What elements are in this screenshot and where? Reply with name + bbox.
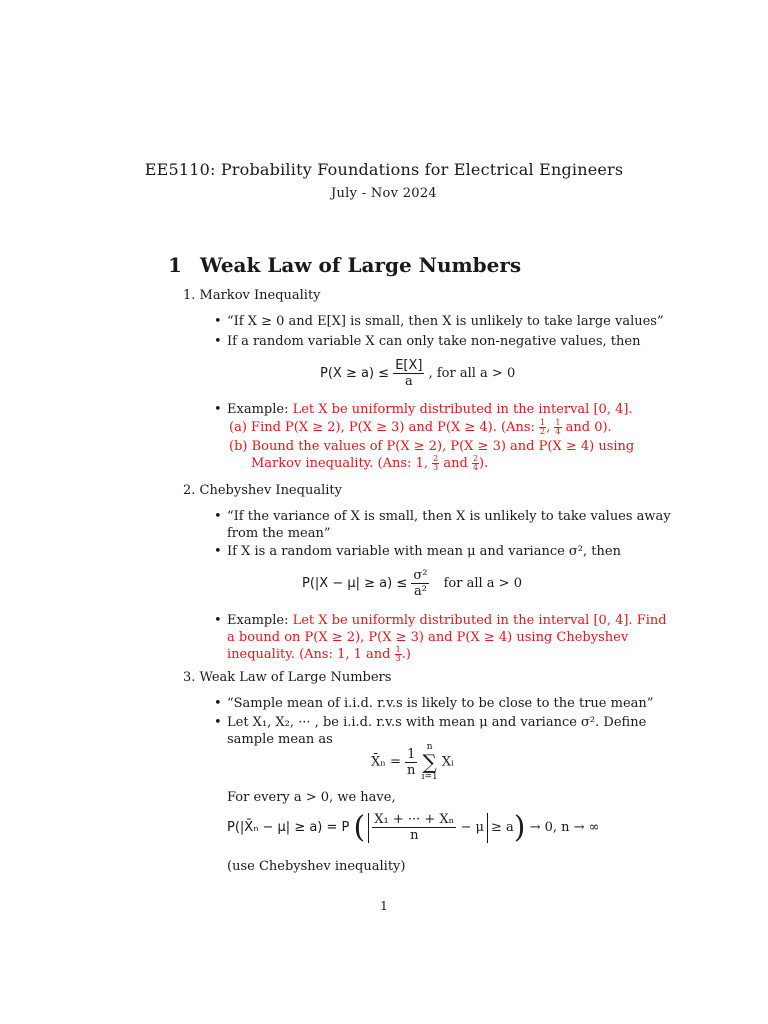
- markov-formula: [320, 358, 515, 389]
- sample-mean-frac-numerator: 1: [405, 747, 417, 763]
- course-title: EE5110: Probability Foundations for Electrical Engineers: [144, 160, 624, 179]
- part-a-text: Find P(X ≥ 2), P(X ≥ 3) and P(X ≥ 4). (Ans:: [251, 420, 535, 435]
- wlln-limit-rhs: → 0, n → ∞: [529, 820, 600, 835]
- part-b-end: ).: [479, 456, 489, 471]
- part-a-label: (a): [229, 420, 247, 435]
- chebyshev-formula-numerator: σ²: [413, 568, 428, 583]
- wlln-limit-formula: [227, 809, 600, 845]
- sample-mean-formula: [371, 742, 454, 782]
- part-a-fraction-2: $\frac{1}{4}$: [555, 418, 561, 436]
- chebyshev-formula-fraction: [411, 568, 429, 599]
- example-prefix: Example:: [227, 402, 289, 417]
- part-a-end: and 0).: [565, 420, 612, 435]
- part-a-fraction-1: $\frac{1}{2}$: [540, 418, 546, 436]
- wlln-limit-numerator: X₁ + ··· + Xₙ: [374, 812, 455, 827]
- wlln-bullet-2-line-1: Let X₁, X₂, ··· , be i.i.d. r.v.s with mean μ and variance σ². Define: [227, 715, 647, 730]
- markov-part-b-line-1: [229, 438, 634, 455]
- wlln-bullet-1: “Sample mean of i.i.d. r.v.s is likely to be close to the true mean”: [227, 696, 654, 711]
- markov-part-b-line-2: [251, 455, 488, 472]
- markov-formula-numerator: E[X]: [395, 358, 423, 373]
- part-b-mid: and: [443, 456, 468, 471]
- wlln-bullet-2-line-2: sample mean as: [227, 732, 333, 747]
- left-paren: (: [353, 809, 366, 845]
- chebyshev-formula: [302, 568, 522, 599]
- part-b-text-1: Bound the values of P(X ≥ 2), P(X ≥ 3) and P(X ≥ 4) using: [251, 439, 635, 454]
- chebyshev-example-text-1: Let X be uniformly distributed in the interval [0, 4]. Find: [292, 613, 667, 628]
- right-paren: ): [513, 809, 526, 845]
- bullet-icon: •: [214, 402, 222, 417]
- example-prefix: Example:: [227, 613, 289, 628]
- chebyshev-formula-rhs: for all a > 0: [443, 576, 522, 591]
- course-term: July - Nov 2024: [330, 186, 437, 201]
- part-b-fraction-1: $\frac{2}{3}$: [433, 454, 439, 472]
- part-b-fraction-2: $\frac{2}{4}$: [472, 454, 479, 472]
- markov-formula-lhs: P(X ≥ a) ≤: [320, 366, 390, 381]
- bullet-icon: •: [214, 715, 222, 730]
- summation-symbol: n ∑ i=1: [421, 742, 438, 782]
- wlln-limit-denominator: n: [410, 828, 419, 843]
- wlln-limit-lhs: P(|X̄ₙ − μ| ≥ a) = P: [227, 820, 350, 835]
- sample-mean-rhs: Xᵢ: [441, 754, 454, 770]
- wlln-limit-mid: − μ: [460, 820, 484, 835]
- markov-example: [227, 401, 633, 418]
- chebyshev-formula-lhs: P(|X − μ| ≥ a) ≤: [302, 576, 408, 591]
- part-b-text-2: Markov inequality. (Ans: 1,: [251, 456, 428, 471]
- markov-formula-rhs: , for all a > 0: [428, 366, 516, 381]
- bullet-icon: •: [214, 314, 222, 329]
- bullet-icon: •: [214, 544, 222, 559]
- chebyshev-bullet-2: If X is a random variable with mean μ and variance σ², then: [227, 544, 621, 559]
- markov-part-a: (a) Find P(X ≥ 2), P(X ≥ 3) and P(X ≥ 4). (Ans: $\frac{1}{2}$ , $\frac{1}{4}$ and 0).: [229, 418, 612, 436]
- bullet-icon: •: [214, 613, 222, 628]
- sample-mean-fraction: [405, 747, 417, 778]
- markov-bullet-2: If a random variable X can only take non-negative values, then: [227, 334, 641, 349]
- markov-example-text: Let X be uniformly distributed in the interval [0, 4].: [292, 402, 633, 417]
- bullet-icon: •: [214, 509, 222, 524]
- chebyshev-example-line-3: [227, 646, 411, 663]
- item-markov-label: 1. Markov Inequality: [183, 288, 321, 303]
- chebyshev-example-line-1: [227, 612, 667, 629]
- wlln-limit-after: ≥ a: [490, 820, 514, 835]
- markov-formula-denominator: a: [404, 374, 413, 389]
- wlln-for-every: For every a > 0, we have,: [227, 790, 396, 805]
- page-number: 1: [380, 899, 388, 913]
- markov-formula-fraction: [393, 358, 424, 389]
- chebyshev-example-fraction: $\frac{1}{3}$: [395, 645, 401, 663]
- chebyshev-bullet-1-line-2: from the mean”: [227, 526, 331, 541]
- bullet-icon: •: [214, 334, 222, 349]
- chebyshev-bullet-1-line-1: “If the variance of X is small, then X is unlikely to take values away: [227, 509, 671, 524]
- chebyshev-example-text-3: inequality. (Ans: 1, 1 and: [227, 647, 391, 662]
- section-number: 1: [168, 253, 182, 277]
- part-b-label: (b): [229, 439, 248, 454]
- item-wlln-label: 3. Weak Law of Large Numbers: [183, 670, 392, 685]
- markov-bullet-1: “If X ≥ 0 and E[X] is small, then X is unlikely to take large values”: [227, 314, 664, 329]
- sample-mean-frac-denominator: n: [407, 762, 416, 778]
- wlln-limit-fraction: [372, 812, 456, 843]
- section-title: Weak Law of Large Numbers: [200, 253, 522, 277]
- abs-bar-left: [368, 813, 369, 843]
- bullet-icon: •: [214, 696, 222, 711]
- item-chebyshev-label: 2. Chebyshev Inequality: [183, 483, 342, 498]
- sample-mean-lhs: X̄ₙ =: [371, 754, 401, 770]
- wlln-note: (use Chebyshev inequality): [227, 859, 406, 874]
- chebyshev-example-line-2: a bound on P(X ≥ 2), P(X ≥ 3) and P(X ≥ 4) using Chebyshev: [227, 630, 629, 645]
- chebyshev-formula-denominator: a²: [413, 584, 427, 599]
- abs-bar-right: [487, 813, 488, 843]
- chebyshev-example-end: .): [401, 647, 411, 662]
